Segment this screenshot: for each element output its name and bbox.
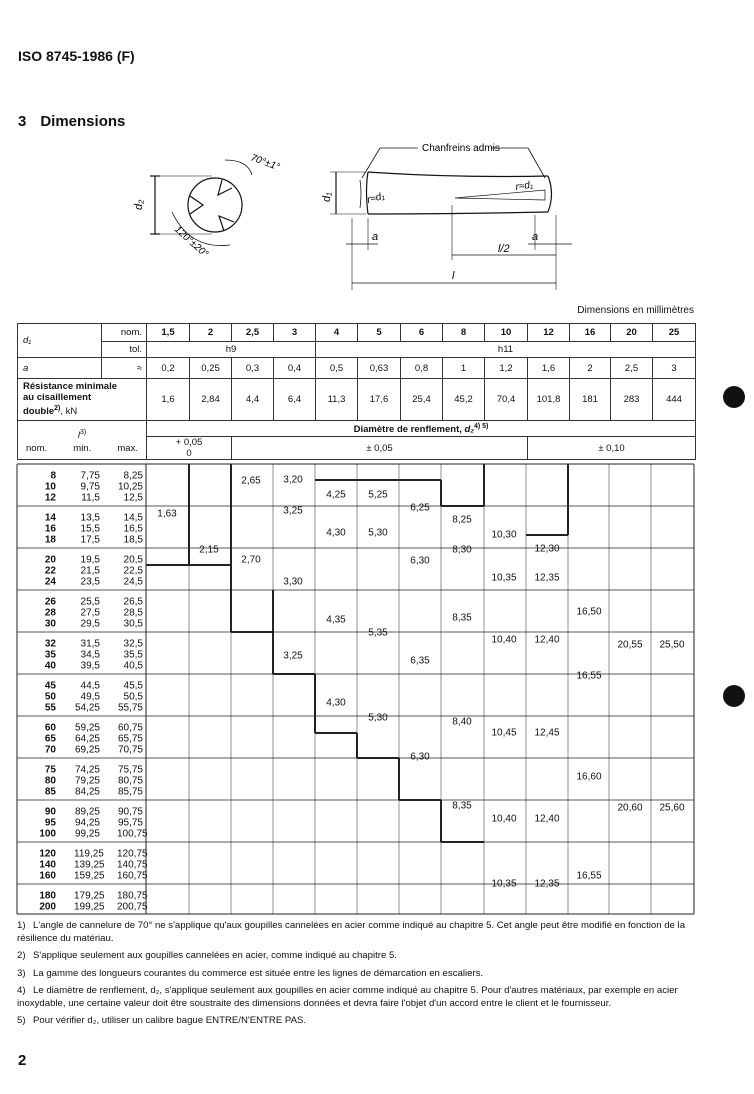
a-value: 3 [653,358,696,379]
d1-value: 4 [316,324,358,342]
length-value: 12,5 [123,492,143,504]
d1-dimension-label: d₁ [321,192,333,202]
d2-value: 8,30 [452,544,472,556]
l-label: l [452,270,455,282]
length-value: 200 [39,901,56,913]
length-value: 30 [44,618,56,630]
a-left-label: a [372,231,379,243]
d2-value: 6,35 [410,655,430,667]
length-value: 27,5 [80,607,100,619]
d2-value: 4,30 [326,527,346,539]
document-header: ISO 8745-1986 (F) [18,48,135,64]
length-value: 69,25 [74,744,100,756]
half-l-label: l/2 [498,243,510,255]
length-value: 89,25 [74,806,100,818]
length-value: 199,25 [74,901,105,913]
d2-value: 4,35 [326,614,346,626]
shear-value: 1,6 [147,379,190,421]
d2-title: Diamètre de renflement, d₂$^{4) 5)}$ [147,421,696,437]
length-value: 160 [39,870,56,882]
d1-value: 16 [570,324,611,342]
length-value: 28,5 [123,607,143,619]
binder-hole [723,386,745,408]
length-value: 55 [44,702,56,714]
length-value: 80,75 [117,775,143,787]
length-value: 160,75 [117,870,148,882]
length-value: 31,5 [80,638,100,650]
length-value: 140,75 [117,859,148,871]
table-row [18,324,696,342]
a-value: 1 [443,358,485,379]
length-value: 85 [44,786,56,798]
shear-value: 101,8 [528,379,570,421]
length-value: 70 [44,744,56,756]
a-value: 0,4 [274,358,316,379]
length-value: 120 [39,848,56,860]
nom-label: nom. [102,324,147,342]
d1-header: d₁ [18,324,102,358]
page-number: 2 [18,1052,27,1069]
a-value: 0,63 [358,358,401,379]
d2-value: 6,30 [410,555,430,567]
length-value: 18 [44,534,56,546]
length-value: 139,25 [74,859,105,871]
length-value: 26,5 [123,596,143,608]
length-value: 95,75 [117,817,143,829]
chamfer-label: Chanfreins admis [422,143,500,154]
d2-value: 20,60 [617,802,643,814]
d2-value: 12,40 [534,634,560,646]
tolerance-010: ± 0,10 [528,437,696,460]
d1-value: 8 [443,324,485,342]
a-approx: ≈ [102,358,147,379]
a-value: 0,8 [401,358,443,379]
section-title: Dimensions [40,113,126,130]
length-value: 45 [44,680,56,692]
d2-value: 16,50 [576,606,602,618]
length-value: 22,5 [123,565,143,577]
d1-value: 6 [401,324,443,342]
shear-value: 17,6 [358,379,401,421]
length-value: 60,75 [117,722,143,734]
shear-value: 444 [653,379,696,421]
shear-value: 25,4 [401,379,443,421]
length-value: 32,5 [123,638,143,650]
length-value: 11,5 [81,492,100,504]
table-row [18,379,696,421]
footnote-4: 4) Le diamètre de renflement, d₂, s'applique seulement aux goupilles en acier comme indiqué au chapitre 5. Pour d'autres matériaux, par exemple en acier inoxydable, une certaine valeur doit être soustraite des dimensions données et devra faire l'objet d'un accord entre le client et le fournisseur. [17,985,678,1009]
d2-value: 4,25 [326,489,346,501]
d2-value: 25,50 [659,639,685,651]
tol-h11: h11 [316,342,696,358]
length-value: 32 [44,638,56,650]
tol-h9: h9 [147,342,316,358]
d2-value: 16,60 [576,771,602,783]
length-value: 8 [50,470,56,482]
length-value: 34,5 [80,649,100,661]
length-value: 60 [44,722,56,734]
length-value: 50,5 [123,691,143,703]
units-note: Dimensions en millimètres [577,305,694,316]
length-value: 16,5 [123,523,143,535]
d2-value: 5,35 [368,627,388,639]
length-value: 35,5 [123,649,143,661]
tolerance-plus: + 0,05 0 [147,437,232,460]
length-value: 30,5 [123,618,143,630]
length-value: 25,5 [80,596,100,608]
length-value: 23,5 [80,576,100,588]
tol-label: tol. [102,342,147,358]
shear-value: 181 [570,379,611,421]
table-row [18,342,696,358]
d1-value: 2,5 [232,324,274,342]
length-value: 180 [39,890,56,902]
a-value: 2 [570,358,611,379]
length-value: 10 [44,481,56,493]
d2-value: 5,25 [368,489,388,501]
d2-value: 12,30 [534,543,560,555]
length-value: 24 [44,576,56,588]
d2-value: 8,25 [452,514,472,526]
length-value: 75,75 [117,764,143,776]
d2-value: 5,30 [368,527,388,539]
tolerance-005: ± 0,05 [232,437,528,460]
d2-value: 2,15 [199,544,219,556]
d2-value: 5,30 [368,712,388,724]
d2-value: 4,30 [326,697,346,709]
length-value: 94,25 [74,817,100,829]
d2-value: 3,20 [283,474,303,486]
length-value: 26 [44,596,56,608]
length-value: 8,25 [123,470,143,482]
length-value: 80 [44,775,56,787]
length-value: 44,5 [80,680,100,692]
length-value: 200,75 [117,901,148,913]
d2-value: 8,35 [452,800,472,812]
shear-value: 45,2 [443,379,485,421]
length-value: 65,75 [117,733,143,745]
length-value: 100,75 [117,828,148,840]
length-value: 75 [44,764,56,776]
length-value: 74,25 [74,764,100,776]
length-value: 84,25 [74,786,100,798]
footnote-2: 2) S'applique seulement aux goupilles cannelées en acier, comme indiqué au chapitre 5. [17,950,397,961]
d2-value: 3,25 [283,505,303,517]
a-value: 0,3 [232,358,274,379]
d2-value: 3,30 [283,576,303,588]
length-value: 45,5 [123,680,143,692]
d1-value: 3 [274,324,316,342]
length-value: 70,75 [117,744,143,756]
section-number: 3 [18,113,27,130]
length-value: 22 [44,565,56,577]
length-value: 14 [44,512,56,524]
d1-value: 5 [358,324,401,342]
d2-value: 3,25 [283,650,303,662]
radius-left-label: r≈d₁ [365,190,386,206]
length-value: 18,5 [123,534,143,546]
length-value: 50 [44,691,56,703]
angle-120-label: 120°±20° [171,224,211,260]
shear-value: 283 [611,379,653,421]
length-value: 85,75 [117,786,143,798]
d2-value: 12,35 [534,572,560,584]
d2-value: 10,40 [491,634,517,646]
dimensions-table [17,323,696,460]
d2-value: 16,55 [576,870,602,882]
a-right-label: a [532,231,539,243]
length-value: 20 [44,554,56,566]
length-value: 35 [44,649,56,661]
a-value: 0,2 [147,358,190,379]
footnotes [17,920,697,1033]
d2-value: 12,45 [534,727,560,739]
length-value: 13,5 [80,512,100,524]
d1-value: 1,5 [147,324,190,342]
d2-dimension-label: d₂ [133,199,145,210]
a-value: 0,25 [190,358,232,379]
d1-value: 25 [653,324,696,342]
shear-value: 6,4 [274,379,316,421]
d2-value: 2,65 [241,475,261,487]
d2-value: 2,70 [241,554,261,566]
table-row [18,421,696,437]
length-value: 59,25 [74,722,100,734]
length-value: 19,5 [80,554,100,566]
length-value: 10,25 [117,481,143,493]
length-value: 95 [44,817,56,829]
d2-value: 16,55 [576,670,602,682]
length-value: 54,25 [74,702,100,714]
a-value: 1,6 [528,358,570,379]
length-value: 90,75 [117,806,143,818]
d2-value: 10,35 [491,572,517,584]
shear-strength-label: Résistance minimale au cisaillement double$^{2)}$, kN [18,379,147,421]
length-value: 100 [39,828,56,840]
length-value: 90 [44,806,56,818]
length-value: 179,25 [74,890,105,902]
shear-value: 4,4 [232,379,274,421]
d2-value: 6,30 [410,751,430,763]
length-value: 180,75 [117,890,148,902]
length-value: 99,25 [74,828,100,840]
length-value: 28 [44,607,56,619]
footnote-3: 3) La gamme des longueurs courantes du commerce est située entre les lignes de démarcation en escaliers. [17,967,484,979]
length-value: 17,5 [80,534,100,546]
d2-value: 10,40 [491,813,517,825]
a-value: 2,5 [611,358,653,379]
radius-right-label: r≈d₁ [514,179,534,193]
footnote-1: 1) L'angle de cannelure de 70° ne s'applique qu'aux goupilles cannelées en acier comme indiqué au chapitre 5. Cet angle peut être modifié en fonction de la résilience du matériau. [17,920,686,944]
length-value: 14,5 [123,512,143,524]
shear-value: 11,3 [316,379,358,421]
d2-value: 12,40 [534,813,560,825]
length-value: 64,25 [74,733,100,745]
footnote-5: 5) Pour vérifier d₂, utiliser un calibre bague ENTRE/N'ENTRE PAS. [17,1015,307,1026]
length-value: 120,75 [117,848,148,860]
length-value: 21,5 [80,565,100,577]
length-value: 16 [44,523,56,535]
binder-hole [723,685,745,707]
length-value: 29,5 [80,618,100,630]
d2-value: 8,35 [452,612,472,624]
d2-value: 12,35 [534,878,560,890]
a-value: 1,2 [485,358,528,379]
d1-value: 20 [611,324,653,342]
d2-value: 10,30 [491,529,517,541]
length-value: 20,5 [123,554,143,566]
a-value: 0,5 [316,358,358,379]
length-value: 140 [39,859,56,871]
length-value: 15,5 [80,523,100,535]
length-value: 79,25 [74,775,100,787]
shear-value: 70,4 [485,379,528,421]
a-label: a [18,358,102,379]
length-value: 55,75 [117,702,143,714]
length-value: 49,5 [80,691,100,703]
length-value: 7,75 [80,470,100,482]
d2-value: 1,63 [157,508,177,520]
d2-value: 8,40 [452,716,472,728]
length-value: 9,75 [80,481,100,493]
d2-value: 10,45 [491,727,517,739]
d1-value: 10 [485,324,528,342]
length-value: 159,25 [74,870,105,882]
shear-value: 2,84 [190,379,232,421]
d2-value: 25,60 [659,802,685,814]
length-value: 12 [44,492,56,504]
pin-drawing [0,0,754,300]
d2-value: 10,35 [491,878,517,890]
length-value: 65 [44,733,56,745]
length-value: 24,5 [123,576,143,588]
d2-value: 6,25 [410,502,430,514]
length-value: 40,5 [123,660,143,672]
angle-70-label: 70°±1° [248,152,282,174]
length-value: 40 [44,660,56,672]
d1-value: 12 [528,324,570,342]
table-row [18,358,696,379]
d2-value: 20,55 [617,639,643,651]
d1-value: 2 [190,324,232,342]
length-value: 119,25 [74,848,104,860]
length-value: 39,5 [80,660,100,672]
l-column-header: $l^{3)}$ nom. min. max. [18,421,147,460]
